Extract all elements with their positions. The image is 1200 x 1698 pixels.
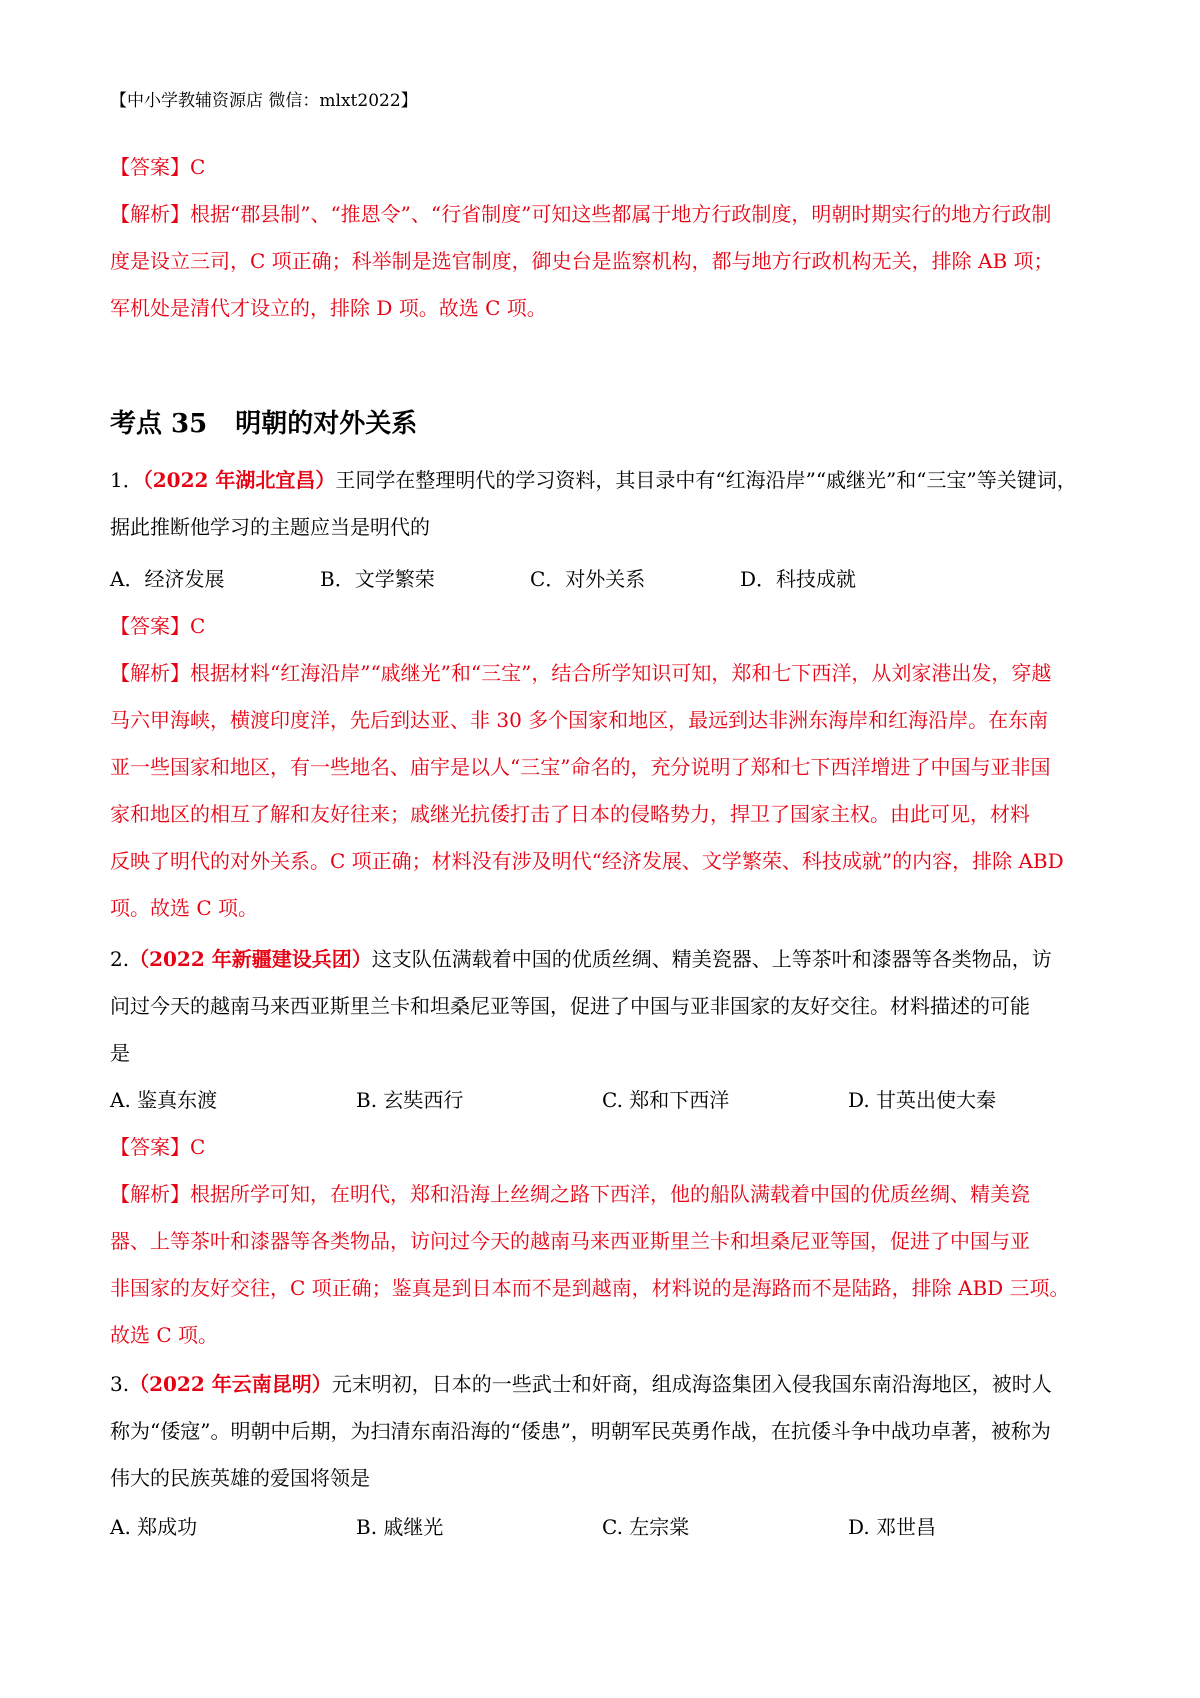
q2-analysis-line: 故选 C 项。 xyxy=(110,1323,219,1347)
section-label: 考点 35 xyxy=(110,409,208,439)
q1-stem-text: 王同学在整理明代的学习资料，其目录中有“红海沿岸”“戚继光”和“三宝”等关键词， xyxy=(335,468,1077,492)
q1-option-b: B．文学繁荣 xyxy=(320,567,435,591)
section-heading xyxy=(110,409,1100,439)
q2-stem-line xyxy=(110,944,1100,974)
q3-option-a: A. 郑成功 xyxy=(110,1515,198,1539)
q1-stem-line xyxy=(110,465,1100,495)
watermark-text: 【中小学教辅资源店 微信：mlxt2022】 xyxy=(110,91,418,111)
q1-option-c: C．对外关系 xyxy=(530,567,646,591)
prev-analysis-line: 度是设立三司，C 项正确；科举制是选官制度，御史台是监察机构，都与地方行政机构无关，排除 AB 项； xyxy=(110,249,1054,273)
q2-option-a: A. 鉴真东渡 xyxy=(110,1088,218,1112)
q2-stem-text: 这支队伍满载着中国的优质丝绸、精美瓷器、上等茶叶和漆器等各类物品，访 xyxy=(371,947,1052,971)
q3-number: 3. xyxy=(110,1372,130,1396)
q3-option-b: B. 戚继光 xyxy=(356,1515,444,1539)
q2-option-c: C. 郑和下西洋 xyxy=(602,1088,730,1112)
q2-analysis-line: 器、上等茶叶和漆器等各类物品，访问过今天的越南马来西亚斯里兰卡和坦桑尼亚等国，促进了中国与亚 xyxy=(110,1229,1030,1253)
q1-analysis-line: 家和地区的相互了解和友好往来；戚继光抗倭打击了日本的侵略势力，捍卫了国家主权。由此可见，材料 xyxy=(110,802,1030,826)
q2-source: （2022 年新疆建设兵团） xyxy=(129,947,372,971)
q1-options xyxy=(110,564,1100,594)
q1-answer: 【答案】C xyxy=(110,614,206,638)
q2-analysis-line: 非国家的友好交往，C 项正确；鉴真是到日本而不是到越南，材料说的是海路而不是陆路，排除 ABD 三项。 xyxy=(110,1276,1070,1300)
q1-analysis-line: 【解析】根据材料“红海沿岸”“戚继光”和“三宝”，结合所学知识可知，郑和七下西洋，从刘家港出发，穿越 xyxy=(110,661,1052,685)
section-title: 明朝的对外关系 xyxy=(235,409,418,439)
q2-number: 2. xyxy=(110,947,130,971)
q3-source: （2022 年云南昆明） xyxy=(129,1372,332,1396)
q2-option-d: D. 甘英出使大秦 xyxy=(848,1088,997,1112)
q3-stem-text: 元末明初，日本的一些武士和奸商，组成海盗集团入侵我国东南沿海地区，被时人 xyxy=(331,1372,1052,1396)
prev-analysis-line: 【解析】根据“郡县制”、“推恩令”、“行省制度”可知这些都属于地方行政制度，明朝时期实行的地方行政制 xyxy=(110,202,1052,226)
q1-source: （2022 年湖北宜昌） xyxy=(142,468,336,492)
q3-stem-line xyxy=(110,1369,1100,1399)
q3-stem-line: 伟大的民族英雄的爱国将领是 xyxy=(110,1466,370,1490)
q2-option-b: B. 玄奘西行 xyxy=(356,1088,464,1112)
q1-stem-line: 据此推断他学习的主题应当是明代的 xyxy=(110,515,430,539)
q2-analysis-line: 【解析】根据所学可知，在明代，郑和沿海上丝绸之路下西洋，他的船队满载着中国的优质丝绸、精美瓷 xyxy=(110,1182,1030,1206)
q1-analysis-line: 亚一些国家和地区，有一些地名、庙宇是以人“三宝”命名的，充分说明了郑和七下西洋增进了中国与亚非国 xyxy=(110,755,1051,779)
q2-stem-line: 问过今天的越南马来西亚斯里兰卡和坦桑尼亚等国，促进了中国与亚非国家的友好交往。材料描述的可能 xyxy=(110,994,1030,1018)
q1-number: 1． xyxy=(110,468,143,492)
q2-stem-line: 是 xyxy=(110,1041,130,1065)
q3-option-d: D. 邓世昌 xyxy=(848,1515,937,1539)
q3-options xyxy=(110,1512,1100,1542)
prev-answer: 【答案】C xyxy=(110,155,206,179)
q3-stem-line: 称为“倭寇”。明朝中后期，为扫清东南沿海的“倭患”，明朝军民英勇作战，在抗倭斗争中战功卓著，被称为 xyxy=(110,1419,1051,1443)
prev-analysis-line: 军机处是清代才设立的，排除 D 项。故选 C 项。 xyxy=(110,296,547,320)
q3-option-c: C. 左宗棠 xyxy=(602,1515,690,1539)
q1-analysis-line: 马六甲海峡，横渡印度洋，先后到达亚、非 30 多个国家和地区，最远到达非洲东海岸和红海沿岸。在东南 xyxy=(110,708,1049,732)
q1-option-d: D．科技成就 xyxy=(740,567,857,591)
q2-options xyxy=(110,1085,1100,1115)
q1-option-a: A．经济发展 xyxy=(110,567,225,591)
q1-analysis-line: 项。故选 C 项。 xyxy=(110,896,259,920)
q2-answer: 【答案】C xyxy=(110,1135,206,1159)
q1-analysis-line: 反映了明代的对外关系。C 项正确；材料没有涉及明代“经济发展、文学繁荣、科技成就”的内容，排除 ABD xyxy=(110,849,1064,873)
